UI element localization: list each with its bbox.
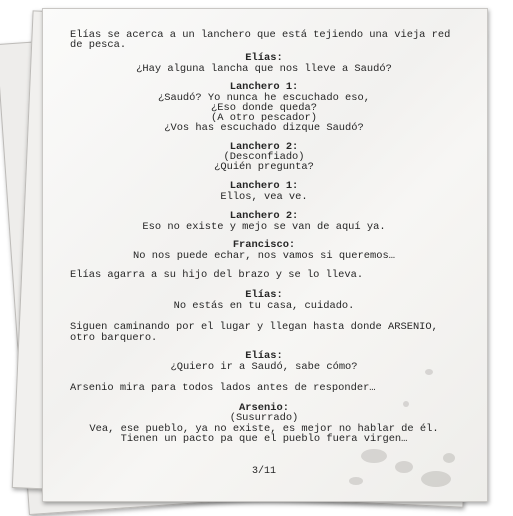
dialogue-line: ¿Hay alguna lancha que nos lleve a Saudó? [136,63,392,75]
character-name: Lanchero 1: [229,180,299,192]
character-name: Lanchero 2: [229,210,299,222]
action-line: Elías agarra a su hijo del brazo y se lo lleva. [70,269,364,281]
action-line: Elías se acerca a un lanchero que está tejiendo una vieja red [70,29,451,41]
action-line: Arsenio mira para todos lados antes de responder… [70,382,376,394]
character-name: Elías: [245,289,283,301]
character-name: Francisco: [232,239,296,251]
action-line: Siguen caminando por el lugar y llegan hasta donde ARSENIO, [70,321,438,333]
character-name: Lanchero 1: [229,81,299,93]
dialogue-line: Ellos, vea ve. [220,191,308,203]
dialogue-line: Eso no existe y mejo se van de aquí ya. [142,221,386,233]
character-name: Elías: [245,52,283,64]
page-number: 3/11 [251,466,276,477]
dialogue-line: ¿Vos has escuchado dizque Saudó? [164,122,364,134]
dialogue-line: No nos puede echar, nos vamos si queremos… [133,250,395,262]
script-text [42,8,486,500]
parenthetical: (Susurrado) [229,412,299,424]
dialogue-line: ¿Quién pregunta? [214,161,314,173]
parenthetical: (Desconfiado) [223,151,305,163]
dialogue-line: ¿Eso donde queda? [210,102,317,114]
character-name: Lanchero 2: [229,141,299,153]
dialogue-line: ¿Quiero ir a Saudó, sabe cómo? [170,361,358,373]
dialogue-line: No estás en tu casa, cuidado. [173,300,355,312]
dialogue-line: ¿Saudó? Yo nunca he escuchado eso, [157,92,370,104]
dialogue-line: Vea, ese pueblo, ya no existe, es mejor no hablar de él. [89,423,439,435]
parenthetical: (A otro pescador) [210,112,317,124]
character-name: Elías: [245,350,283,362]
action-line: de pesca. [70,39,127,51]
action-line: otro barquero. [70,332,158,344]
dialogue-line: Tienen un pacto pa que el pueblo fuera virgen… [120,433,408,445]
character-name: Arsenio: [239,402,289,414]
